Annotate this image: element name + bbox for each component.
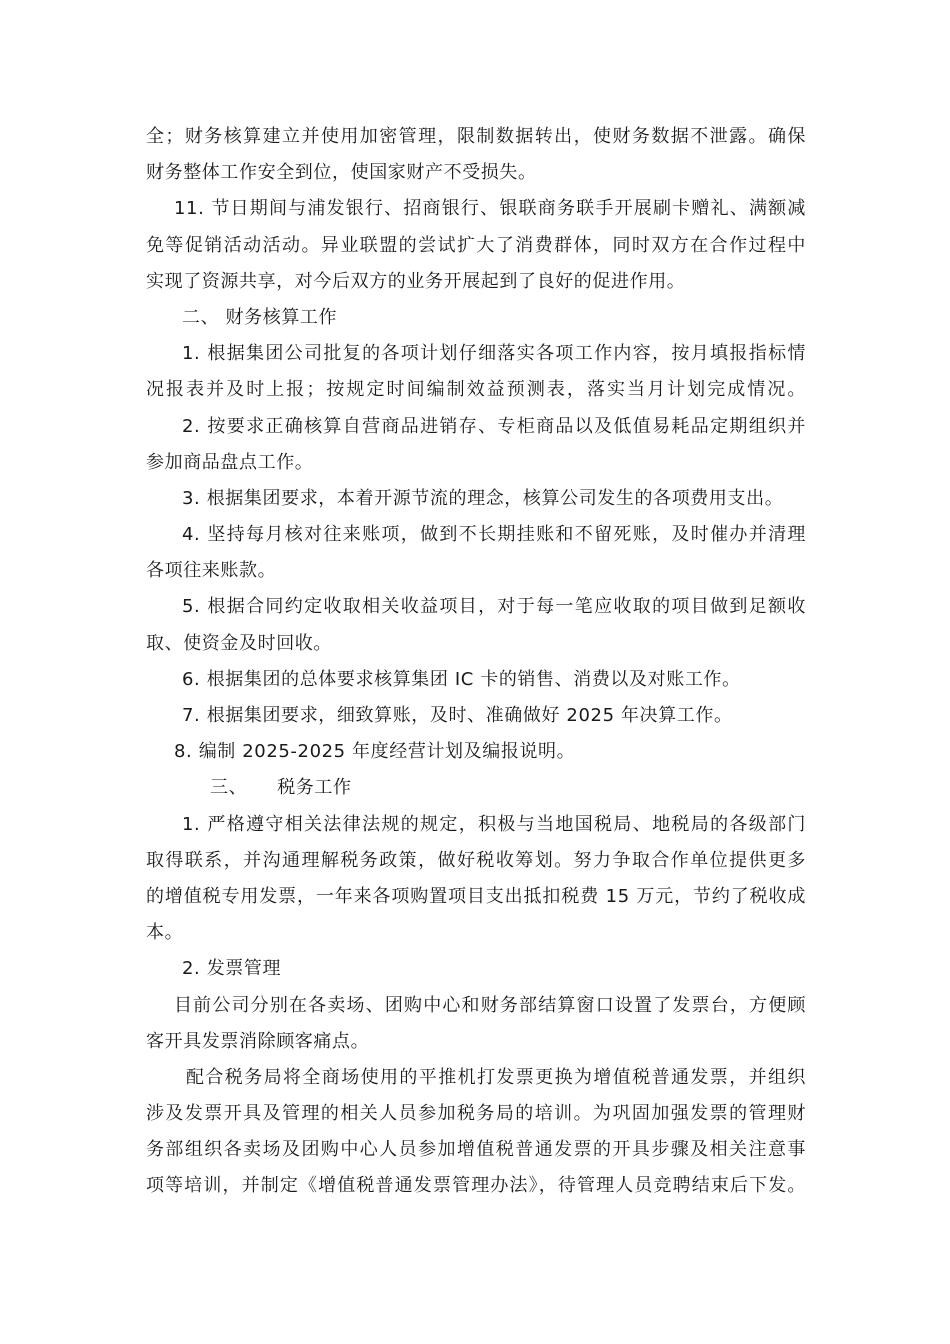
list-item-1: 1. 根据集团公司批复的各项计划仔细落实各项工作内容，按月填报指标情 <box>182 343 806 365</box>
text-line: 取得联系，并沟通理解税务政策，做好税收筹划。努力争取合作单位提供更多 <box>146 849 806 871</box>
section-title: 税务工作 <box>277 777 352 799</box>
text-line: 务部组织各卖场及团购中心人员参加增值税普通发票的开具步骤及相关注意事 <box>146 1139 806 1161</box>
list-item-5: 5. 根据合同约定收取相关收益项目，对于每一笔应收取的项目做到足额收 <box>182 596 806 618</box>
text-line: 参加商品盘点工作。 <box>146 451 314 473</box>
document-body <box>146 119 806 1205</box>
text-line: 免等促销活动活动。异业联盟的尝试扩大了消费群体，同时双方在合作过程中 <box>146 234 806 256</box>
text-line: 况报表并及时上报；按规定时间编制效益预测表，落实当月计划完成情况。 <box>146 379 806 401</box>
section-number: 三、 <box>210 777 248 799</box>
list-item-1: 1. 严格遵守相关法律法规的规定，积极与当地国税局、地税局的各级部门 <box>182 813 806 835</box>
list-item-7: 7. 根据集团要求，细致算账，及时、准确做好 2025 年决算工作。 <box>182 705 733 726</box>
text-line: 取、使资金及时回收。 <box>146 632 332 654</box>
list-item-2: 2. 发票管理 <box>182 958 282 980</box>
text-line: 财务整体工作安全到位，使国家财产不受损失。 <box>146 162 537 184</box>
list-item-2: 2. 按要求正确核算自营商品进销存、专柜商品以及低值易耗品定期组织并 <box>182 415 806 437</box>
text-line: 实现了资源共享，对今后双方的业务开展起到了良好的促进作用。 <box>146 270 686 292</box>
text-line: 项等培训，并制定《增值税普通发票管理办法》，待管理人员竞聘结束后下发。 <box>146 1175 806 1197</box>
list-item-3: 3. 根据集团要求，本着开源节流的理念，核算公司发生的各项费用支出。 <box>182 487 784 509</box>
text-line: 客开具发票消除顾客痛点。 <box>146 1030 370 1052</box>
list-item-11: 11. 节日期间与浦发银行、招商银行、银联商务联手开展刷卡赠礼、满额减 <box>174 198 806 220</box>
section-heading-2: 二、 财务核算工作 <box>182 306 338 328</box>
list-item-6: 6. 根据集团的总体要求核算集团 IC 卡的销售、消费以及对账工作。 <box>182 668 741 690</box>
paragraph-start: 配合税务局将全商场使用的平推机打发票更换为增值税普通发票，并组织 <box>186 1066 806 1088</box>
section-heading-3 <box>146 770 806 806</box>
text-line: 全；财务核算建立并使用加密管理，限制数据转出，使财务数据不泄露。确保 <box>146 126 806 147</box>
text-line: 的增值税专用发票，一年来各项购置项目支出抵扣税费 15 万元，节约了税收成 <box>146 885 806 907</box>
text-line: 涉及发票开具及管理的相关人员参加税务局的培训。为巩固加强发票的管理财 <box>146 1103 806 1125</box>
list-item-8: 8. 编制 2025-2025 年度经营计划及编报说明。 <box>174 741 576 763</box>
text-line: 本。 <box>146 922 184 944</box>
paragraph-start: 目前公司分别在各卖场、团购中心和财务部结算窗口设置了发票台，方便顾 <box>174 994 806 1016</box>
text-line: 各项往来账款。 <box>146 560 277 582</box>
list-item-4: 4. 坚持每月核对往来账项，做到不长期挂账和不留死账，及时催办并清理 <box>182 524 806 546</box>
